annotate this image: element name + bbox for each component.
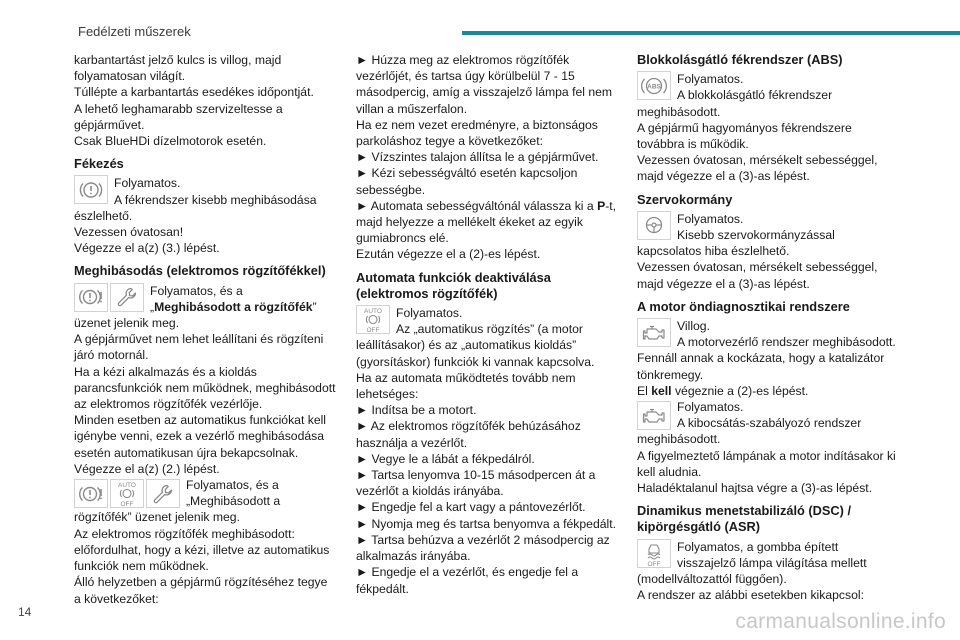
abs-warning-icon xyxy=(637,71,671,100)
intro-line: karbantartást jelző kulcs is villog, majd folyamatosan világít. xyxy=(74,53,282,84)
body-line: Az elektromos rögzítőfék meghibásodott: előfordulhat, hogy a kézi, illetve az automatikus funkciók nem működnek. xyxy=(74,526,330,574)
status-text: Folyamatos. xyxy=(396,306,463,321)
status-text: Folyamatos. xyxy=(677,72,744,87)
status-text-pre: Folyamatos, és a „ xyxy=(150,283,243,314)
body-line: Fennáll annak a kockázata, hogy a katalizátor tönkremegy. xyxy=(637,351,885,382)
body-line: Minden esetben az automatikus funkciókat kell igénybe venni, ezek a vezérlő meghibásodása esetén automatikusan újra bekapcsolnak. xyxy=(74,413,327,460)
body-line: A fékrendszer kisebb meghibásodása észlelhető. xyxy=(74,192,317,223)
body-line: ► Engedje el a vezérlőt, és engedje fel a fékpedált. xyxy=(356,565,579,596)
column-1 xyxy=(74,52,336,607)
step-bold: kell xyxy=(651,383,672,398)
steering-warning-icon xyxy=(637,211,671,240)
wrench-icon xyxy=(146,479,180,508)
status-text: Folyamatos. xyxy=(677,211,744,226)
brake-warning-icon xyxy=(74,283,108,312)
body-line: Haladéktalanul hajtsa végre a (3)-as lépést. xyxy=(637,481,873,496)
section-heading-auto-off: Automata funkciók deaktiválása (elektromos rögzítőfék) xyxy=(356,269,551,301)
body-line: Ha a kézi alkalmazás és a kioldás parancsfunkciók nem működnek, meghibásodott az elektromos rögzítőfék vezérlője. xyxy=(74,364,336,412)
section-heading-epb-fault: Meghibásodás (elektromos rögzítőfékkel) xyxy=(74,263,326,279)
brake-warning-icon xyxy=(74,175,108,204)
section-heading-dsc-asr: Dinamikus menetstabilizáló (DSC) / kipörgésgátló (ASR) xyxy=(637,503,852,535)
steering-icons xyxy=(637,211,671,240)
body-line: A motorvezérlő rendszer meghibásodott. xyxy=(677,335,896,350)
status-text: Folyamatos, és a „Meghibásodott a rögzítőfék” üzenet jelenik meg. xyxy=(74,478,281,525)
auto-line-post: -t, majd helyezze a mellékelt ékeket az egyik gumiabroncs elé. xyxy=(356,198,617,246)
auto-line-bold: P xyxy=(597,198,606,213)
brake-warning-icon xyxy=(74,479,108,508)
body-line: Végezze el a(z) (3.) lépést. xyxy=(74,241,220,256)
body-line: A figyelmeztető lámpának a motor indításakor ki kell aludnia. xyxy=(637,448,896,479)
body-line: ► Tartsa lenyomva 10-15 másodpercen át a vezérlőt a kioldás irányába. xyxy=(356,468,596,499)
section-heading-abs: Blokkolásgátló fékrendszer (ABS) xyxy=(637,52,843,67)
section-heading-engine-diagnostics: A motor öndiagnosztikai rendszere xyxy=(637,298,850,314)
body-line: Az „automatikus rögzítés” (a motor leállításakor) és az „automatikus kioldás” (gyorsításkor) funkciók ki vannak kapcsolva. xyxy=(356,322,595,369)
body-line: ► Engedje fel a kart vagy a pántovezérlőt. xyxy=(356,500,586,515)
auto-label: AUTO xyxy=(364,308,382,316)
body-line: ► Nyomja meg és tartsa benyomva a fékpedált. xyxy=(356,516,616,531)
status-text: Villog. xyxy=(677,319,710,334)
auto-off-brake-icon xyxy=(356,305,390,334)
body-line: ► Kézi sebességváltó esetén kapcsoljon sebességbe. xyxy=(356,166,578,197)
body-line: ► Vízszintes talajon állítsa le a gépjárművet. xyxy=(356,150,599,165)
auto-off-icons xyxy=(356,305,390,334)
body-line: ► Tartsa behúzva a vezérlőt 2 másodpercig az alkalmazás irányába. xyxy=(356,532,610,564)
body-line: Vezessen óvatosan, mérsékelt sebességgel, majd végezze el a (3)-as lépést. xyxy=(637,153,878,184)
off-label: OFF xyxy=(366,327,380,334)
intro-line: A lehető leghamarabb szervizeltesse a gépjárművet. xyxy=(74,101,283,132)
wrench-icon xyxy=(110,283,144,312)
body-line: Álló helyzetben a gépjármű rögzítéséhez tegye a következőket: xyxy=(74,575,328,606)
auto-off-brake-icon xyxy=(110,479,144,508)
column-3 xyxy=(637,52,899,604)
body-line: Ezután végezze el a (2)-es lépést. xyxy=(356,247,541,262)
column-2 xyxy=(356,52,618,597)
auto-label: AUTO xyxy=(118,482,136,490)
body-line: ► Indítsa be a motort. xyxy=(356,403,477,418)
engine-icons-2 xyxy=(637,401,671,430)
body-line: ► Az elektromos rögzítőfék behúzásához használja a vezérlőt. xyxy=(356,419,581,450)
skidding-car-off-icon xyxy=(637,539,671,568)
intro-line: Csak BlueHDi dízelmotorok esetén. xyxy=(74,134,267,149)
body-line: ► Húzza meg az elektromos rögzítőfék vezérlőjét, és tartsa úgy körülbelül 7 - 15 másodpercig, amíg a visszajelző lámpa fel nem villan a műszerfalon. xyxy=(356,53,613,116)
watermark: carmanualsonline.info xyxy=(735,610,946,633)
epb-fault-icons xyxy=(74,283,144,312)
off-label: OFF xyxy=(647,560,661,567)
engine-check-icon xyxy=(637,318,671,347)
body-line: A kibocsátás-szabályozó rendszer meghibásodott. xyxy=(637,416,862,447)
status-text: Folyamatos, a gombba épített visszajelző lámpa világítása mellett (modellváltozattól függően). xyxy=(637,539,867,587)
body-line: A gépjárművet nem lehet leállítani és rögzíteni járó motornál. xyxy=(74,332,324,363)
status-text: Folyamatos. xyxy=(677,400,744,415)
abs-icons xyxy=(637,71,671,100)
body-line xyxy=(356,198,618,247)
body-line: A blokkolásgátló fékrendszer meghibásodott. xyxy=(637,88,833,119)
body-line xyxy=(637,383,899,399)
step-post: végeznie a (2)-es lépést. xyxy=(671,383,809,398)
step-pre: El xyxy=(637,383,652,398)
body-line: Vezessen óvatosan, mérsékelt sebességgel, majd végezze el a (3)-as lépést. xyxy=(637,260,878,291)
body-line: Vezessen óvatosan! xyxy=(74,225,184,240)
status-text: Folyamatos. xyxy=(114,176,181,191)
body-line: A gépjármű hagyományos fékrendszere továbbra is működik. xyxy=(637,120,852,152)
body-line: Ha ez nem vezet eredményre, a biztonságos parkoláshoz tegye a következőket: xyxy=(356,117,598,149)
section-heading-steering: Szervokormány xyxy=(637,191,733,207)
intro-line: Túllépte a karbantartás esedékes időpontját. xyxy=(74,85,314,100)
body-line: Végezze el a(z) (2.) lépést. xyxy=(74,461,220,476)
status-text-bold: Meghibásodott a rögzítőfék xyxy=(154,299,313,314)
section-heading-braking: Fékezés xyxy=(74,156,124,172)
body-line: Ha az automata működtetés tovább nem lehetséges: xyxy=(356,370,576,402)
page-header-title: Fedélzeti műszerek xyxy=(78,24,191,39)
body-line: A rendszer az alábbi esetekben kikapcsol: xyxy=(637,588,864,603)
braking-warning-icons xyxy=(74,175,108,204)
engine-check-icon xyxy=(637,401,671,430)
dsc-icons xyxy=(637,539,671,568)
off-label: OFF xyxy=(120,501,134,508)
abs-label: ABS xyxy=(647,83,661,91)
body-line: Kisebb szervokormányzással kapcsolatos hiba észlelhető. xyxy=(637,228,835,259)
engine-icons xyxy=(637,318,671,347)
epb-fault-icons-2 xyxy=(74,479,180,508)
body-line: ► Vegye le a lábát a fékpedálról. xyxy=(356,451,535,466)
status-text-post: ” üzenet jelenik meg. xyxy=(74,299,317,331)
header-accent-bar xyxy=(462,31,960,35)
page-number: 14 xyxy=(18,605,32,619)
auto-line-pre: ► Automata sebességváltónál válassza ki a xyxy=(356,198,598,213)
